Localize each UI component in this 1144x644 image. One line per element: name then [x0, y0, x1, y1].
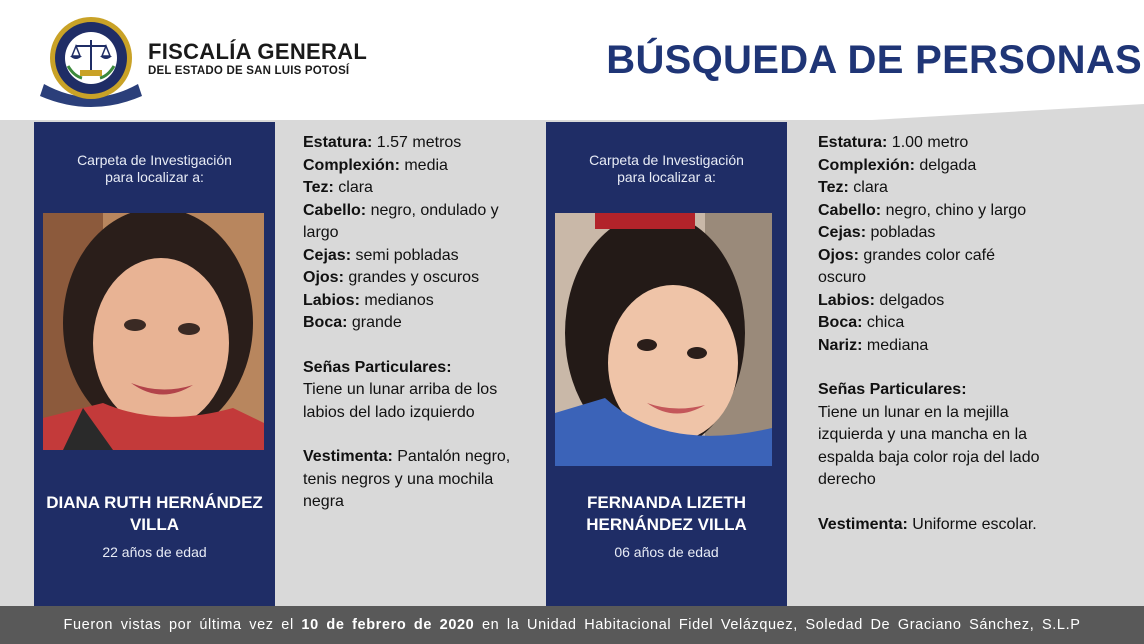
detail-row [303, 290, 528, 313]
carpeta-line1: Carpeta de Investigación [589, 152, 744, 168]
detail-row [818, 177, 1043, 200]
detail-row [818, 290, 1043, 313]
detail-label: Nariz: [818, 336, 863, 354]
detail-value: grandes y oscuros [343, 269, 480, 286]
detail-value: grandes color café oscuro [818, 246, 995, 286]
footer-date: 10 de febrero de 2020 [301, 617, 475, 633]
detail-value: negro, chino y largo [881, 201, 1027, 219]
person-panel-1 [34, 122, 275, 606]
detail-label: Tez: [818, 179, 849, 196]
person-photo [43, 213, 264, 450]
detail-value: semi pobladas [351, 246, 459, 264]
detail-row [818, 312, 1043, 335]
detail-row [303, 132, 528, 155]
person-name-line2: VILLA [129, 515, 180, 534]
spacer [303, 424, 528, 446]
org-name-line1: FISCALÍA GENERAL [148, 39, 368, 64]
detail-row [818, 155, 1043, 178]
detail-row [818, 132, 1043, 155]
footer-note [0, 606, 1144, 644]
person-age: 22 años de edad [102, 544, 207, 560]
person-panel-2 [546, 122, 787, 606]
detail-label: Cabello: [818, 201, 882, 219]
org-name [148, 40, 367, 78]
vestimenta-row [818, 514, 1043, 537]
detail-row [818, 335, 1043, 358]
footer-text-1: Fueron vistas por última vez el [63, 617, 302, 633]
person-details-2 [818, 132, 1043, 536]
footer-text-2: en la Unidad Habitacional Fidel Velázquez, Soledad De Graciano Sánchez, S.L.P [474, 617, 1081, 633]
detail-label: Estatura: [303, 134, 373, 151]
vestimenta-text: Uniforme escolar. [907, 515, 1037, 533]
detail-label: Tez: [303, 179, 334, 196]
detail-label: Ojos: [818, 246, 859, 264]
person-details-1 [303, 132, 528, 514]
detail-value: chica [862, 314, 905, 331]
detail-label: Labios: [303, 291, 360, 309]
detail-label: Complexión: [303, 156, 400, 174]
detail-value: medianos [359, 291, 434, 309]
detail-label: Boca: [303, 314, 348, 331]
fiscalia-logo [38, 14, 144, 110]
vestimenta-text: Pantalón negro, tenis negros y una mochila negra [303, 448, 511, 510]
senas-label: Señas Particulares: [818, 381, 967, 398]
detail-label: Complexión: [818, 156, 915, 174]
detail-row [303, 155, 528, 178]
spacer [303, 335, 528, 357]
detail-value: pobladas [866, 224, 936, 241]
senas-label: Señas Particulares: [303, 358, 452, 376]
detail-value: media [399, 156, 448, 174]
carpeta-line2: para localizar a: [617, 169, 716, 185]
detail-label: Cabello: [303, 201, 367, 219]
detail-value: clara [848, 179, 888, 196]
person-photo [555, 213, 772, 466]
detail-label: Cejas: [818, 224, 867, 241]
person-age: 06 años de edad [614, 544, 719, 560]
carpeta-label [546, 152, 787, 186]
detail-value: 1.00 metro [887, 134, 969, 151]
senas-text: Tiene un lunar en la mejilla izquierda y una mancha en la espalda baja color roja del lado derecho [818, 403, 1040, 488]
page-title: BÚSQUEDA DE PERSONAS [606, 38, 1142, 82]
detail-label: Boca: [818, 314, 863, 331]
senas-text: Tiene un lunar arriba de los labios del lado izquierdo [303, 381, 498, 421]
detail-label: Estatura: [818, 134, 888, 151]
person-name [546, 492, 787, 536]
carpeta-line1: Carpeta de Investigación [77, 152, 232, 168]
person-name [34, 492, 275, 536]
detail-value: 1.57 metros [372, 134, 462, 151]
detail-row [818, 200, 1043, 223]
detail-value: delgados [874, 291, 945, 309]
vestimenta-label: Vestimenta: [303, 448, 393, 465]
detail-row [303, 312, 528, 335]
org-name-line2: DEL ESTADO DE SAN LUIS POTOSÍ [148, 65, 350, 77]
carpeta-label [34, 152, 275, 186]
spacer [818, 357, 1043, 379]
detail-value: clara [333, 179, 373, 196]
detail-row [303, 200, 528, 245]
spacer [818, 492, 1043, 514]
detail-label: Cejas: [303, 246, 352, 264]
person-name-line1: DIANA RUTH HERNÁNDEZ [46, 493, 263, 512]
detail-row [818, 245, 1043, 290]
detail-value: negro, ondulado y largo [303, 201, 499, 241]
detail-value: mediana [862, 336, 929, 354]
photo-woman-icon [43, 213, 264, 450]
vestimenta-row [303, 446, 528, 514]
detail-value: grande [347, 314, 402, 331]
carpeta-line2: para localizar a: [105, 169, 204, 185]
photo-girl-icon [555, 213, 772, 466]
detail-label: Labios: [818, 291, 875, 309]
detail-row [818, 222, 1043, 245]
vestimenta-label: Vestimenta: [818, 515, 908, 533]
detail-row [303, 267, 528, 290]
detail-row [303, 245, 528, 268]
detail-value: delgada [914, 156, 977, 174]
header [0, 0, 1144, 120]
person-name-line1: FERNANDA LIZETH [587, 493, 746, 512]
person-name-line2: HERNÁNDEZ VILLA [586, 515, 747, 534]
detail-label: Ojos: [303, 269, 344, 286]
detail-row [303, 177, 528, 200]
